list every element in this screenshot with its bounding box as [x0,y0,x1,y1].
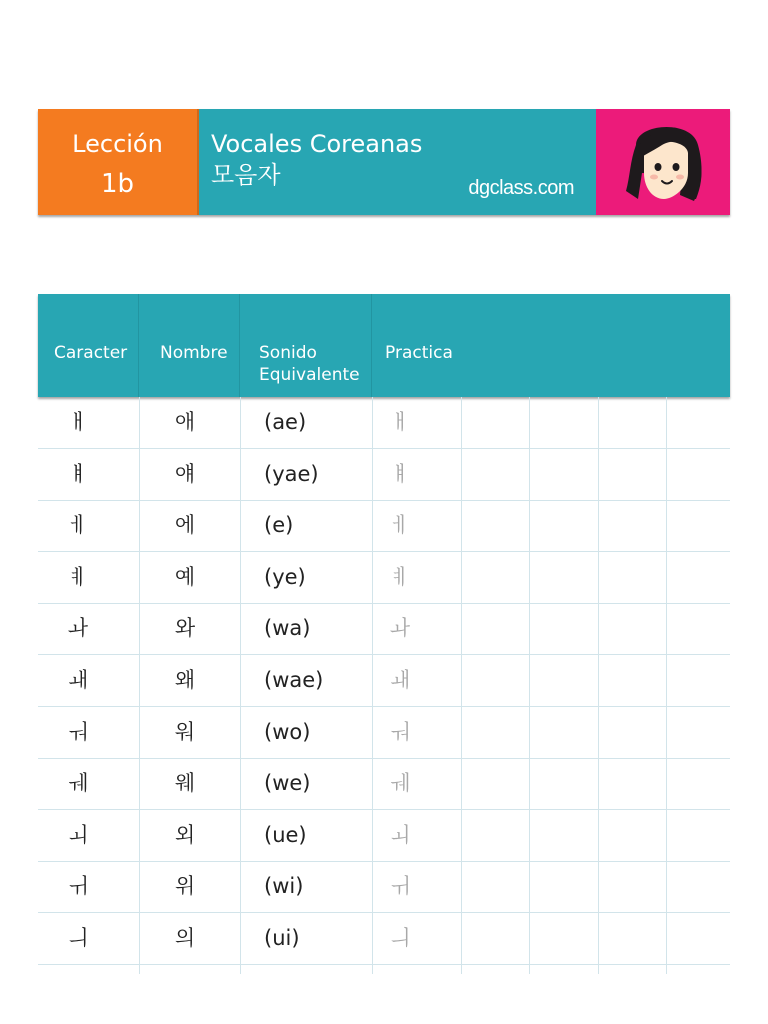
vowel-character: ㅞ [67,771,89,796]
page-title: Vocales Coreanas [211,130,423,158]
lesson-badge [38,109,199,215]
table-row [38,552,730,604]
vowel-name: 에 [174,513,196,538]
practice-trace: ㅐ [389,410,411,434]
vowel-sound: (ue) [264,822,307,847]
vowel-character: ㅢ [67,926,89,950]
table-header [38,294,730,397]
practice-trace: ㅘ [389,616,411,641]
column-label-caracter: Caracter [54,343,128,363]
vowel-character: ㅒ [67,461,89,486]
vowel-sound: (wae) [264,668,324,692]
vowel-sound: (ae) [264,410,307,434]
vowel-character: ㅝ [67,719,89,744]
vowel-sound: (yae) [264,461,319,486]
column-label-nombre: Nombre [160,343,228,363]
column-header-sonido [240,294,372,397]
column-label-practica: Practica [385,343,453,363]
lesson-label: Lección [72,130,163,158]
table-row [38,397,730,449]
vowel-character: ㅘ [67,616,89,641]
page-subtitle: 모음자 [211,161,281,189]
vowel-name: 왜 [174,668,196,692]
vowel-sound: (wo) [264,719,311,744]
vowel-name: 의 [174,926,196,950]
practice-trace: ㅝ [389,719,411,744]
vowel-sound: (wa) [264,616,311,641]
vowel-character: ㅟ [67,874,89,899]
vowel-sound: (e) [264,513,294,538]
table-row [38,603,730,655]
practice-trace: ㅚ [389,822,411,847]
vowel-character: ㅙ [67,668,89,692]
table-row [38,913,730,965]
column-header-nombre [139,294,240,397]
table-row [38,861,730,913]
vowel-name: 와 [174,616,196,641]
column-header-caracter [38,294,139,397]
table-row [38,758,730,810]
practice-trace: ㅞ [389,771,411,796]
vowel-character: ㅚ [67,822,89,847]
practice-trace: ㅙ [389,668,411,692]
practice-trace: ㅖ [389,564,411,589]
vowel-name: 워 [174,719,196,744]
vowel-name: 위 [174,874,196,899]
vowel-character: ㅖ [67,564,89,589]
vowel-sound: (ye) [264,564,306,589]
table-row [38,707,730,759]
practice-trace: ㅒ [389,461,411,486]
vowel-character: ㅐ [67,410,89,434]
lesson-number: 1b [100,169,135,199]
practice-trace: ㅢ [389,926,411,950]
title-panel [199,109,596,215]
vowel-sound: (we) [264,771,311,796]
vowel-sound: (wi) [264,874,304,899]
table-row [38,449,730,501]
girl-avatar-icon [616,115,712,211]
table-row [38,810,730,862]
table-row [38,655,730,707]
vowel-name: 웨 [174,771,196,796]
practice-trace: ㅟ [389,874,411,899]
table-row [38,500,730,552]
practice-trace: ㅔ [389,513,411,538]
vowel-sound: (ui) [264,926,300,950]
site-name: dgclass.com [468,177,574,199]
avatar-panel [596,109,730,215]
vowel-name: 얘 [174,461,196,486]
vowel-name: 외 [174,822,196,847]
lesson-banner [38,109,730,215]
vowel-character: ㅔ [67,513,89,538]
vowel-name: 예 [174,564,196,589]
vowel-name: 애 [174,410,196,434]
column-header-practica [372,294,730,397]
column-label-sonido: Sonido Equivalente [259,343,360,385]
vowel-table [38,294,730,974]
